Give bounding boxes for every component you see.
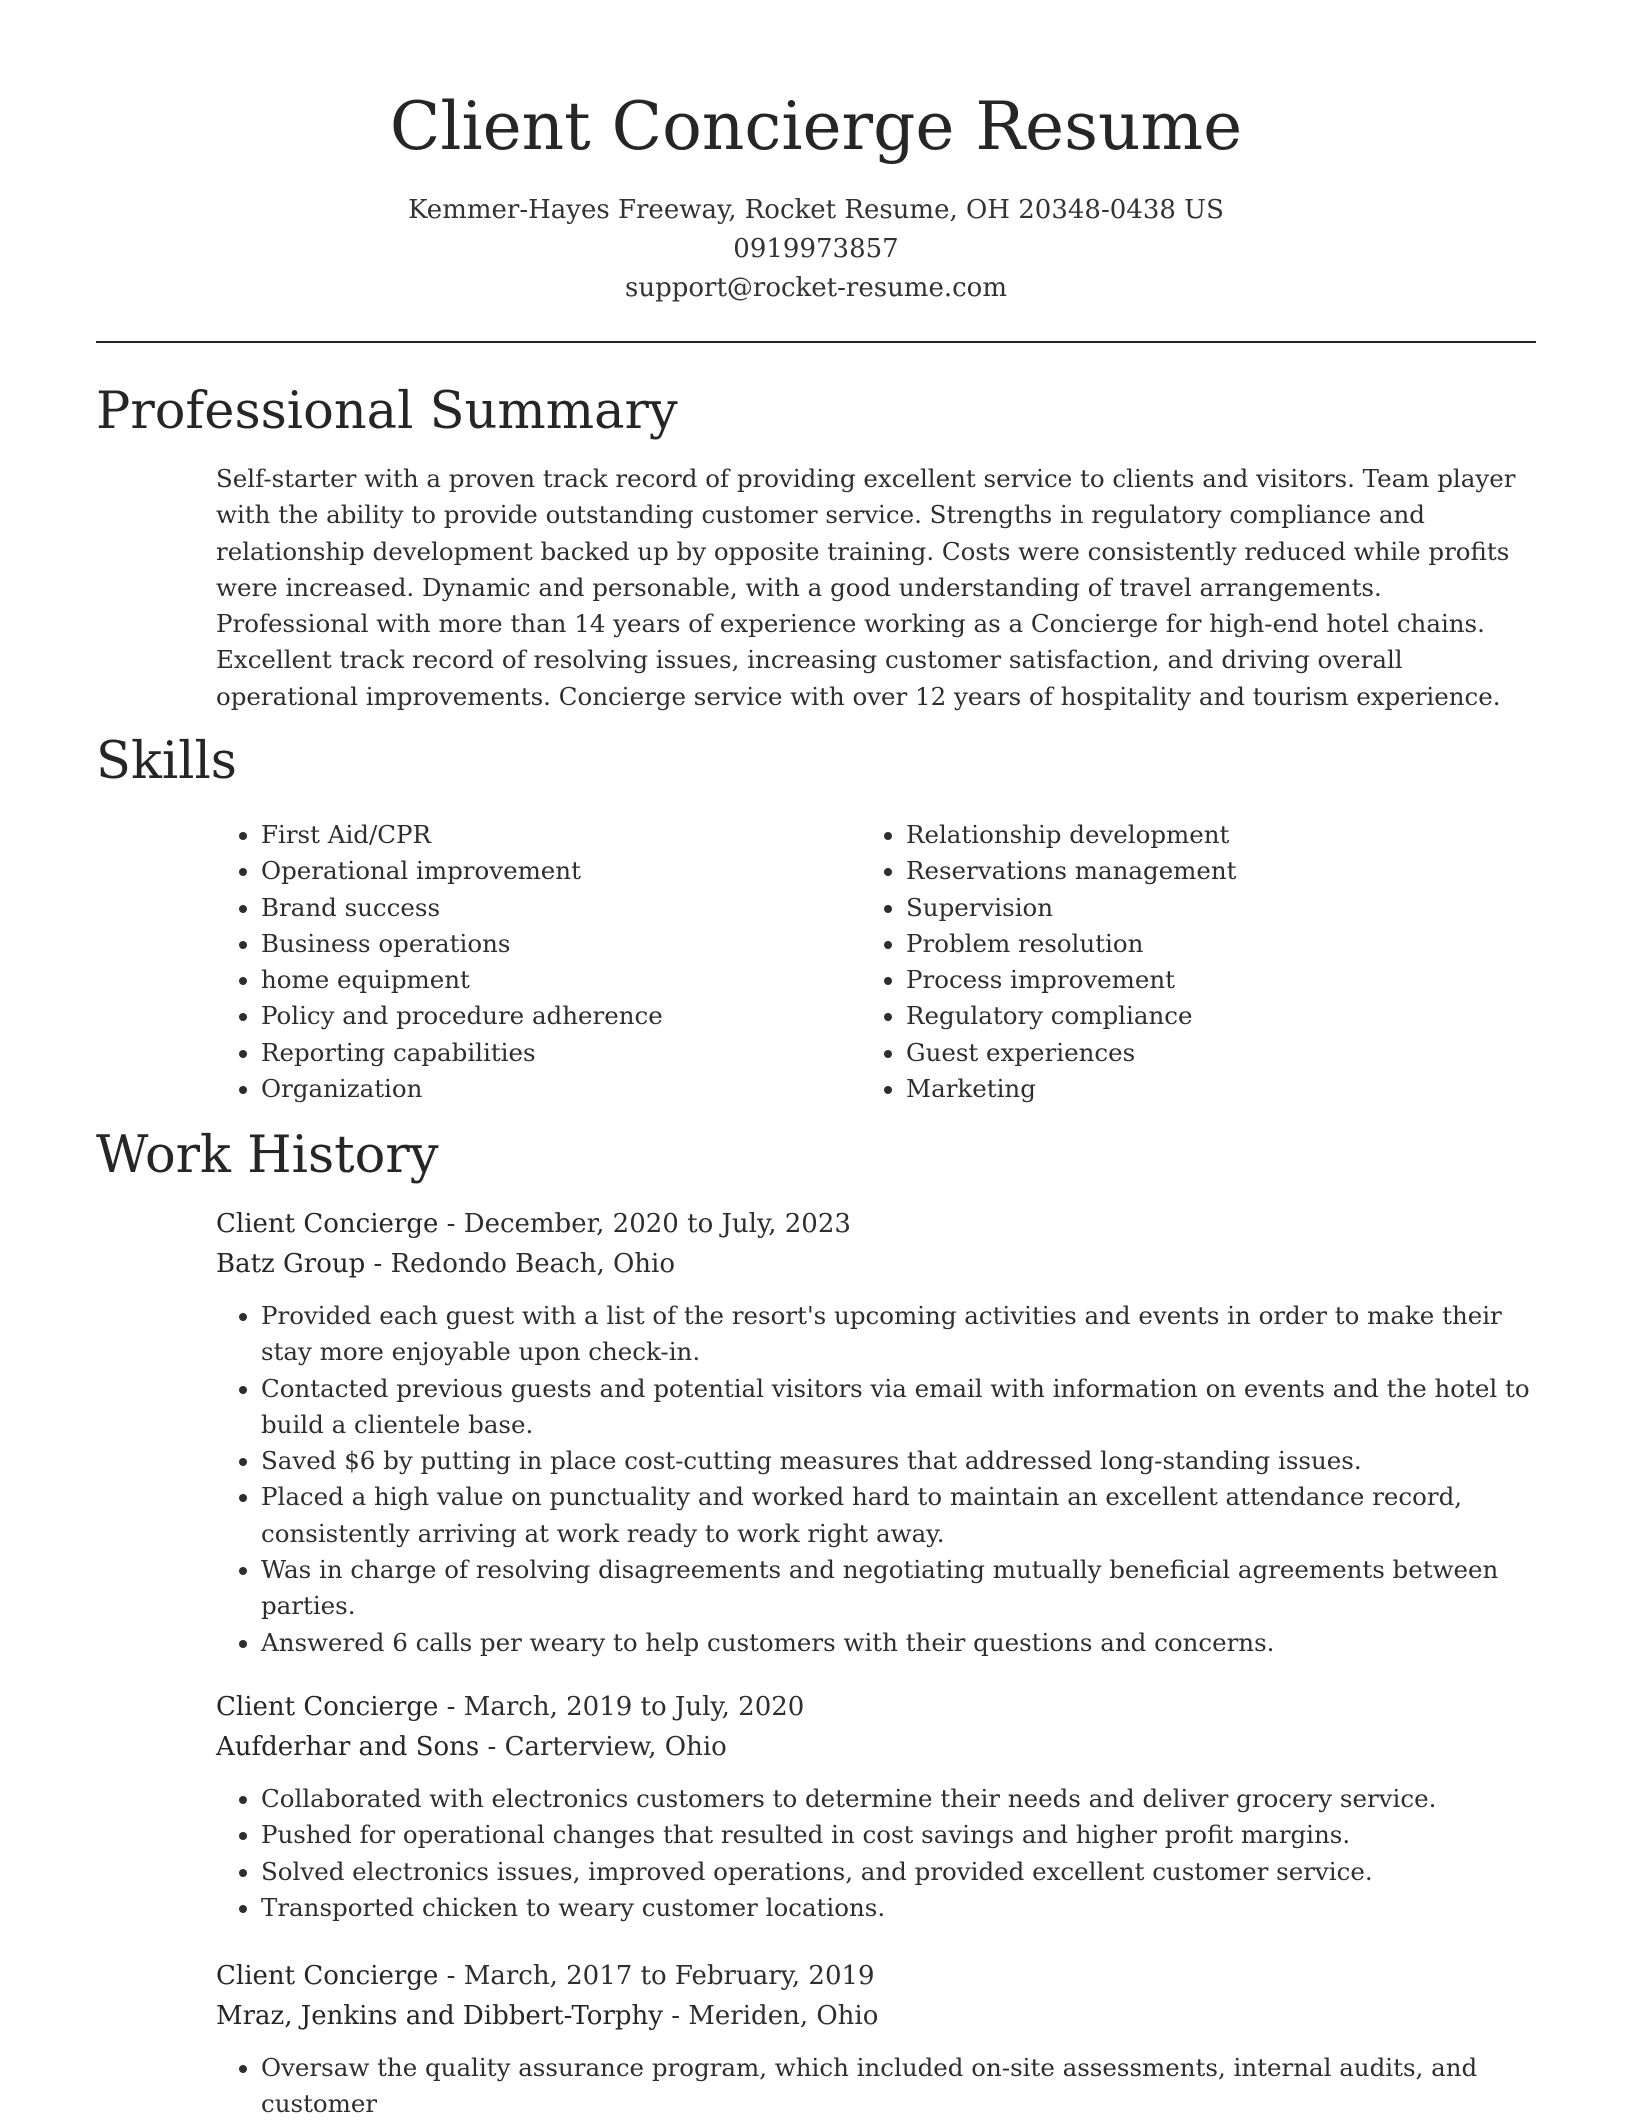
job-company-line <box>216 1244 1541 1284</box>
job-title-line <box>216 1956 1541 1996</box>
job-bullet: • Transported chicken to weary customer locations. <box>261 1890 1541 1926</box>
skill-item: • Marketing <box>906 1071 1237 1107</box>
separator: - <box>479 1732 505 1762</box>
skills-list-left <box>216 817 663 1107</box>
job-entry <box>216 1687 1541 1926</box>
job-bullet: • Oversaw the quality assurance program, which included on-site assessments, internal audits, and customer <box>261 2050 1541 2123</box>
separator: - <box>365 1249 391 1279</box>
skill-item: • First Aid/CPR <box>261 817 663 853</box>
job-title: Client Concierge <box>216 1692 439 1722</box>
job-location: Redondo Beach, Ohio <box>390 1249 676 1279</box>
job-company: Mraz, Jenkins and Dibbert-Torphy <box>216 2001 663 2031</box>
job-bullets <box>216 1298 1541 1661</box>
contact-phone: 0919973857 <box>733 234 899 264</box>
job-bullet: • Answered 6 calls per weary to help customers with their questions and concerns. <box>261 1625 1541 1661</box>
skill-item: • Organization <box>261 1071 663 1107</box>
job-company-line <box>216 1727 1541 1767</box>
job-bullet: • Collaborated with electronics customers to determine their needs and deliver grocery service. <box>261 1781 1541 1817</box>
contact-block <box>0 191 1632 308</box>
job-title-line <box>216 1687 1541 1727</box>
skill-item: • home equipment <box>261 962 663 998</box>
job-title-line <box>216 1204 1541 1244</box>
job-location: Carterview, Ohio <box>504 1732 727 1762</box>
job-bullet: • Solved electronics issues, improved operations, and provided excellent customer service. <box>261 1854 1541 1890</box>
job-bullet: • Saved $6 by putting in place cost-cutting measures that addressed long-standing issues. <box>261 1443 1541 1479</box>
job-location: Meriden, Ohio <box>688 2001 879 2031</box>
job-bullet: • Placed a high value on punctuality and worked hard to maintain an excellent attendance record, consistently arriving at work ready to work right away. <box>261 1479 1541 1552</box>
skill-item: • Process improvement <box>906 962 1237 998</box>
job-entry <box>216 1956 1541 2123</box>
skill-item: • Reporting capabilities <box>261 1035 663 1071</box>
job-bullet: • Pushed for operational changes that resulted in cost savings and higher profit margins. <box>261 1817 1541 1853</box>
skill-item: • Problem resolution <box>906 926 1237 962</box>
job-dates: March, 2017 to February, 2019 <box>463 1961 875 1991</box>
job-bullet: • Provided each guest with a list of the resort's upcoming activities and events in order to make their stay more enjoyable upon check-in. <box>261 1298 1541 1371</box>
job-bullets <box>216 1781 1541 1926</box>
header-divider <box>96 341 1536 343</box>
skill-item: • Supervision <box>906 890 1237 926</box>
job-bullet: • Contacted previous guests and potential visitors via email with information on events and the hotel to build a clientele base. <box>261 1371 1541 1444</box>
job-entry <box>216 1204 1541 1661</box>
job-company: Batz Group <box>216 1249 366 1279</box>
skill-item: • Brand success <box>261 890 663 926</box>
skill-item: • Reservations management <box>906 853 1237 889</box>
job-bullet: • Was in charge of resolving disagreements and negotiating mutually beneficial agreements between parties. <box>261 1552 1541 1625</box>
summary-heading: Professional Summary <box>96 382 678 441</box>
job-dates: March, 2019 to July, 2020 <box>463 1692 805 1722</box>
separator: - <box>438 1961 464 1991</box>
skills-heading: Skills <box>96 732 237 791</box>
job-company-line <box>216 1996 1541 2036</box>
job-title: Client Concierge <box>216 1209 439 1239</box>
job-title: Client Concierge <box>216 1961 439 1991</box>
skill-item: • Operational improvement <box>261 853 663 889</box>
resume-title: Client Concierge Resume <box>389 88 1243 165</box>
skill-item: • Policy and procedure adherence <box>261 998 663 1034</box>
contact-email: support@rocket-resume.com <box>624 273 1007 303</box>
contact-address: Kemmer-Hayes Freeway, Rocket Resume, OH 20348-0438 US <box>408 195 1224 225</box>
summary-text: Self-starter with a proven track record of providing excellent service to clients and visitors. Team player with the ability to provide outstanding customer service. Strengths in regulatory compliance and relationship development backed up by opposite training. Costs were consistently reduced while profits were increased. Dynamic and personable, with a good understanding of travel arrangements. Professional with more than 14 years of experience working as a Concierge for high-end hotel chains. Excellent track record of resolving issues, increasing customer satisfaction, and driving overall operational improvements. Concierge service with over 12 years of hospitality and tourism experience. <box>216 464 1516 711</box>
skill-item: • Guest experiences <box>906 1035 1237 1071</box>
skill-item: • Business operations <box>261 926 663 962</box>
separator: - <box>662 2001 689 2031</box>
work-history-heading: Work History <box>96 1126 439 1185</box>
skills-list-right <box>861 817 1237 1107</box>
job-company: Aufderhar and Sons <box>216 1732 480 1762</box>
job-dates: December, 2020 to July, 2023 <box>463 1209 851 1239</box>
separator: - <box>438 1692 464 1722</box>
skill-item: • Relationship development <box>906 817 1237 853</box>
separator: - <box>438 1209 464 1239</box>
skill-item: • Regulatory compliance <box>906 998 1237 1034</box>
